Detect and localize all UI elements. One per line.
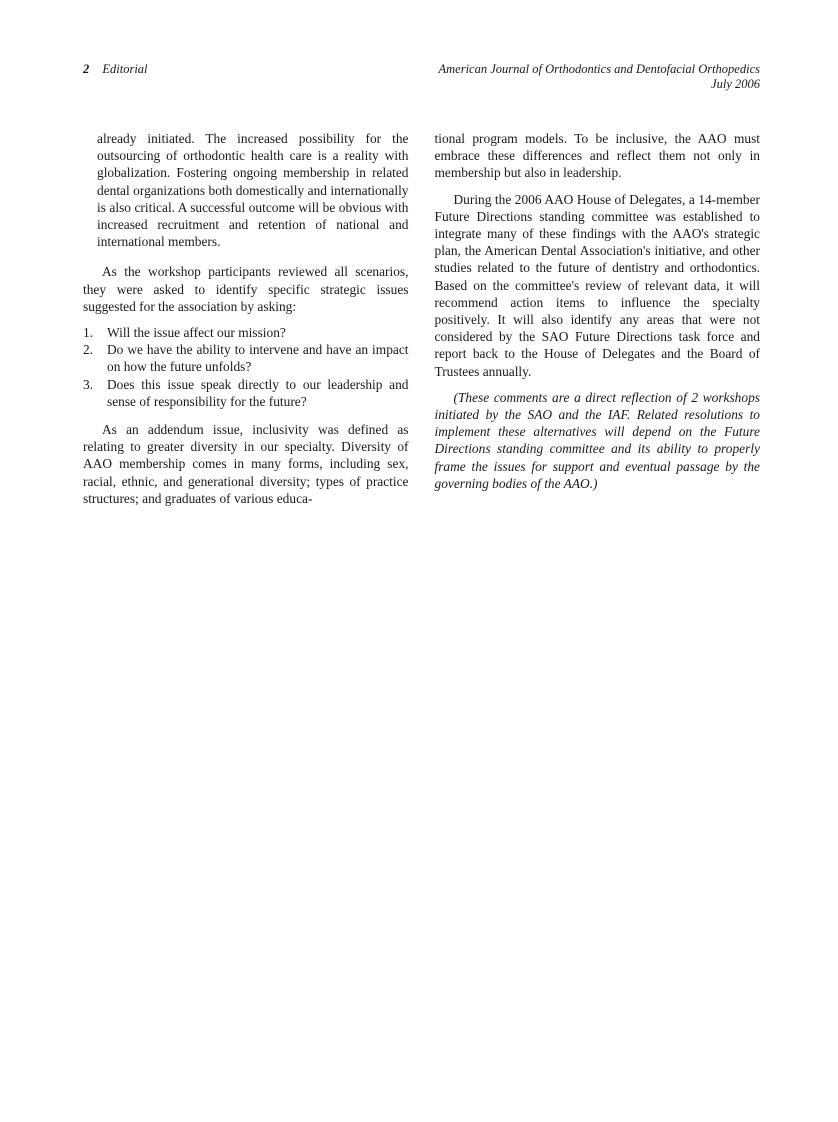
- paragraph-comments-note: (These comments are a direct reflection of 2 workshops initiated by the SAO and the IAF. Related resolutions to implement these alternatives will depend on the Future Directions standing committee and its ability to properly frame the issues for support and eventual passage by the governing bodies of the AAO.): [434, 389, 760, 491]
- list-item-text: Will the issue affect our mission?: [107, 325, 286, 341]
- strategic-questions-list: [83, 324, 409, 410]
- header-left: [83, 62, 148, 77]
- paragraph-addendum: As an addendum issue, inclusivity was defined as relating to greater diversity in our specialty. Diversity of AAO membership comes in many forms, including sex, racial, ethnic, and generational diversity; types of practice structures; and graduates of various educa-: [83, 422, 409, 506]
- paragraph-delegates: During the 2006 AAO House of Delegates, a 14-member Future Directions standing committee was established to integrate many of these findings with the AAO's strategic plan, the American Dental Association's initiative, and other studies related to the future of dentistry and orthodontics. Based on the committee's review of relevant data, it will recommend action items to influence the specialty positively. It will also identify any areas that were not considered by the SAO Future Directions task force and report back to the House of Delegates and the Board of Trustees annually.: [434, 191, 760, 379]
- page-number: 2: [83, 62, 90, 76]
- article-body: [83, 130, 760, 516]
- paragraph-continued-block: already initiated. The increased possibility for the outsourcing of orthodontic health care is a reality with globalization. Fostering ongoing membership in related dental organizations both domestically and internationally is also critical. A successful outcome will be obvious with increased recruitment and retention of national and international members.: [97, 131, 409, 250]
- list-item-number: 2.: [83, 342, 94, 358]
- page-header: [83, 62, 760, 92]
- issue-date: July 2006: [711, 77, 760, 91]
- header-right: [439, 62, 761, 92]
- list-item: [83, 341, 409, 375]
- list-item-number: 1.: [83, 325, 94, 341]
- left-column: [83, 130, 409, 516]
- list-item: [83, 324, 409, 341]
- list-item-number: 3.: [83, 376, 94, 392]
- list-item: [83, 376, 409, 410]
- paragraph-workshop: As the workshop participants reviewed all scenarios, they were asked to identify specific strategic issues suggested for the association by asking:: [83, 264, 409, 314]
- right-column: [435, 130, 761, 516]
- paragraph-continuation: tional program models. To be inclusive, the AAO must embrace these differences and reflect them not only in membership but also in leadership.: [434, 131, 760, 181]
- list-item-text: Do we have the ability to intervene and have an impact on how the future unfolds?: [107, 342, 409, 375]
- section-title: Editorial: [102, 62, 148, 76]
- journal-title: American Journal of Orthodontics and Dentofacial Orthopedics: [438, 62, 760, 76]
- list-item-text: Does this issue speak directly to our leadership and sense of responsibility for the future?: [107, 376, 409, 409]
